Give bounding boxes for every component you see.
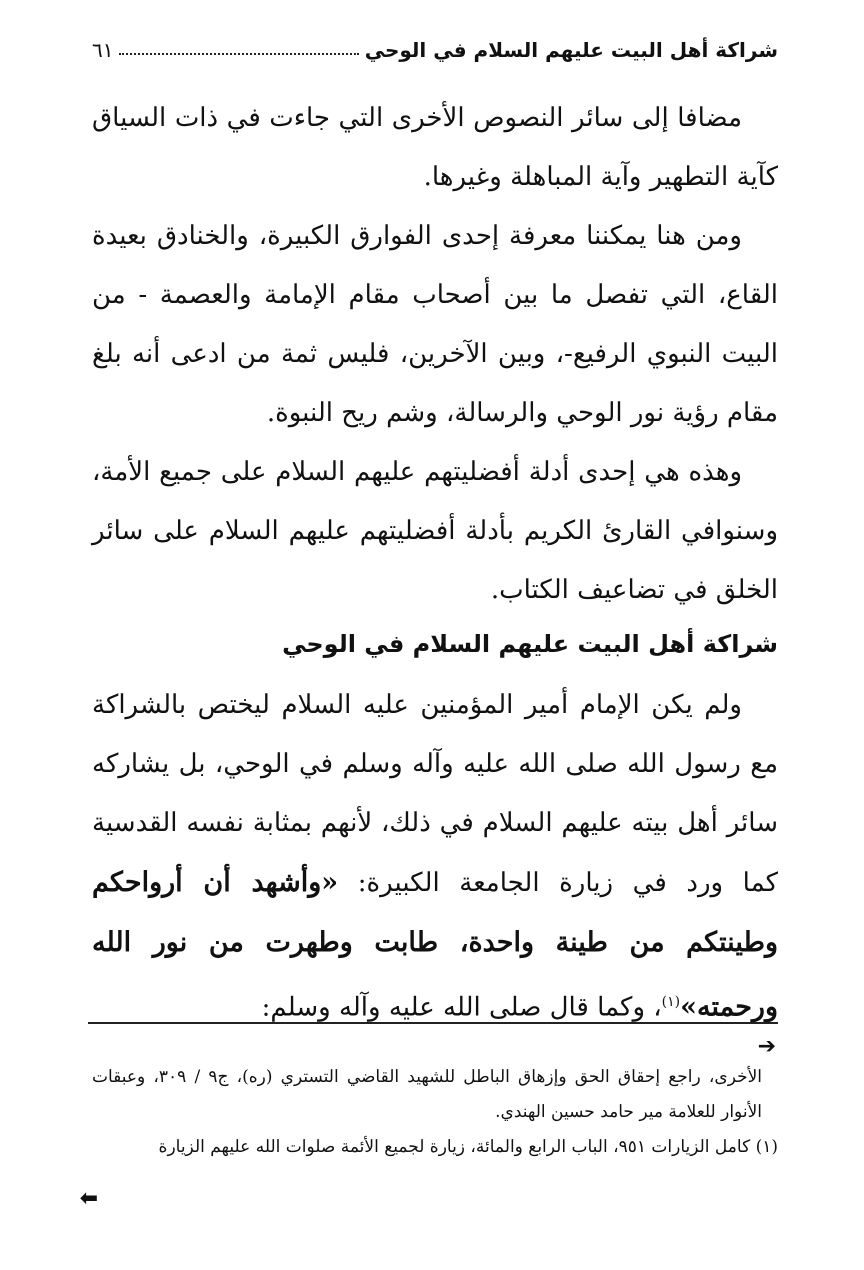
footnotes — [92, 1060, 778, 1165]
section-heading: شراكة أهل البيت عليهم السلام في الوحي — [282, 630, 778, 658]
paragraph-4 — [92, 676, 778, 1038]
footnote-1: (١) كامل الزيارات ٩٥١، الباب الرابع والمائة، زيارة لجميع الأئمة صلوات الله عليهم الزيارة — [158, 1137, 778, 1157]
paragraph-1: مضافا إلى سائر النصوص الأخرى التي جاءت في ذات السياق كآية التطهير وآية المباهلة وغيرها. — [92, 103, 778, 192]
footnote-reference: (١) — [661, 994, 681, 1010]
body-text-bottom — [92, 676, 778, 1038]
paragraph-4-tail: ، وكما قال صلى الله عليه وآله وسلم: — [261, 992, 662, 1023]
paragraph-4-intro: ولم يكن الإمام أمير المؤمنين عليه السلام ليختص بالشراكة مع رسول الله صلى الله عليه وآله وسلم في الوحي، بل يشاركه سائر أهل بيته عليهم السلام في ذلك، لأنهم بمثابة نفسه القدسية كما ورد في زيارة الجامعة الكبيرة: — [92, 690, 778, 898]
ziyara-quote: «وأشهد أن أرواحكم وطينتكم من طينة واحدة، طابت وطهرت من نور الله ورحمته» — [92, 867, 778, 1023]
body-text-top — [92, 89, 778, 620]
footnote-continued: الأخرى، راجع إحقاق الحق وإزهاق الباطل للشهيد القاضي التستري (ره)، ج٩ / ٣٠٩، وعبقات الأنوار للعلامة مير حامد حسين الهندي. — [92, 1067, 762, 1122]
running-title: شراكة أهل البيت عليهم السلام في الوحي — [364, 38, 778, 62]
paragraph-3: وهذه هي إحدى أدلة أفضليتهم عليهم السلام على جميع الأمة، وسنوافي القارئ الكريم بأدلة أفضليتهم عليهم السلام على سائر الخلق في تضاعيف الكتاب. — [92, 457, 778, 605]
running-header — [92, 30, 778, 62]
page-number: ٦١ — [92, 38, 114, 62]
dot-leader — [119, 53, 358, 55]
continues-arrow-icon: ⬅ — [79, 1186, 98, 1211]
continued-from-arrow-icon: ➔ — [757, 1034, 776, 1059]
footnote-separator — [88, 1022, 778, 1024]
paragraph-2: ومن هنا يمكننا معرفة إحدى الفوارق الكبيرة، والخنادق بعيدة القاع، التي تفصل ما بين أصحاب مقام الإمامة والعصمة - من البيت النبوي الرفيع-، وبين الآخرين، فليس ثمة من ادعى أنه بلغ مقام رؤية نور الوحي والرسالة، وشم ريح النبوة. — [92, 221, 778, 428]
